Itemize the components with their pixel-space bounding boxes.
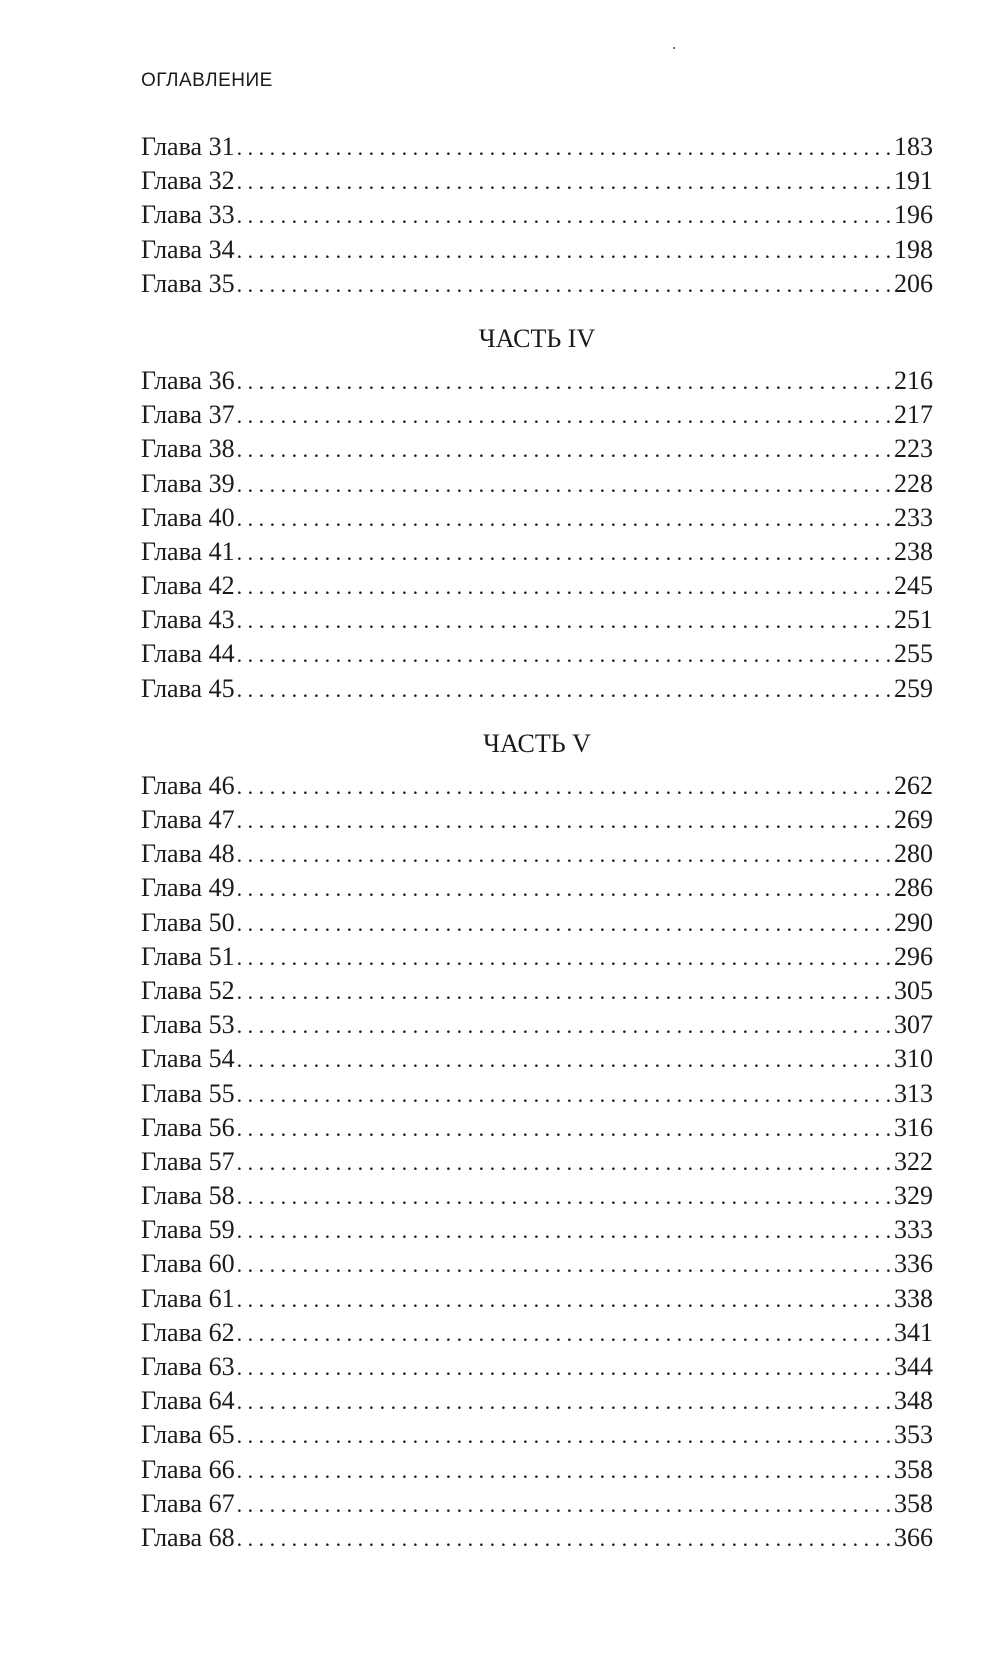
dot-leader: [237, 1385, 890, 1419]
chapter-title: Глава 53: [141, 1010, 235, 1040]
page-number: 316: [894, 1112, 933, 1142]
page-number: 245: [894, 571, 933, 601]
toc-entry: [141, 1418, 933, 1452]
chapter-title: Глава 51: [141, 941, 235, 971]
dot-leader: [237, 1112, 890, 1146]
running-head: ОГЛАВЛЕНИЕ: [141, 70, 273, 91]
chapter-title: Глава 38: [141, 434, 235, 464]
page-number: 366: [894, 1522, 933, 1552]
dot-leader: [237, 199, 890, 233]
chapter-title: Глава 68: [141, 1522, 235, 1552]
chapter-title: Глава 58: [141, 1181, 235, 1211]
page-number: 322: [894, 1146, 933, 1176]
page-number: 183: [894, 132, 933, 161]
toc-entry: [141, 974, 933, 1008]
chapter-title: Глава 63: [141, 1352, 235, 1381]
page-number: 251: [894, 605, 933, 635]
page-number: 329: [894, 1181, 933, 1211]
chapter-title: Глава 45: [141, 673, 235, 703]
page-number: 280: [894, 839, 933, 869]
toc-entry: [141, 267, 933, 301]
dot-leader: [237, 165, 890, 199]
toc-entry: [141, 535, 933, 569]
toc-entry: [141, 940, 933, 974]
page-number: 216: [894, 365, 933, 395]
chapter-title: Глава 67: [141, 1488, 235, 1518]
dot-leader: [237, 838, 890, 872]
page-number: 206: [894, 268, 933, 298]
page-number: 310: [894, 1044, 933, 1074]
dot-leader: [237, 234, 890, 268]
toc-entry: [141, 233, 933, 267]
chapter-title: Глава 49: [141, 873, 235, 903]
chapter-title: Глава 39: [141, 468, 235, 498]
dot-leader: [237, 770, 890, 804]
dot-leader: [237, 1488, 890, 1522]
chapter-title: Глава 44: [141, 639, 235, 669]
page-number: 307: [894, 1010, 933, 1040]
dot-leader: [237, 399, 890, 433]
page-number: 305: [894, 975, 933, 1005]
toc-entry: [141, 1111, 933, 1145]
dot-leader: [237, 468, 890, 502]
chapter-title: Глава 32: [141, 166, 235, 196]
toc-entry: [141, 672, 933, 706]
chapter-title: Глава 46: [141, 770, 235, 800]
toc-entry: [141, 1008, 933, 1042]
page-number: 269: [894, 805, 933, 834]
page-number: 348: [894, 1386, 933, 1416]
page-number: 198: [894, 234, 933, 264]
page-number: 259: [894, 673, 933, 703]
toc-entry: [141, 1316, 933, 1350]
chapter-title: Глава 50: [141, 907, 235, 937]
toc-entry: [141, 1247, 933, 1281]
toc-entry: [141, 164, 933, 198]
toc-entry: [141, 467, 933, 501]
chapter-title: Глава 31: [141, 132, 235, 161]
part-heading: ЧАСТЬ IV: [478, 323, 596, 353]
chapter-title: Глава 41: [141, 536, 235, 566]
page-number: 233: [894, 502, 933, 532]
page-number: 336: [894, 1249, 933, 1279]
toc-entry: [141, 569, 933, 603]
dot-leader: [237, 1043, 890, 1077]
toc-entry: [141, 198, 933, 232]
dot-leader: [237, 1454, 890, 1488]
chapter-title: Глава 57: [141, 1146, 235, 1176]
toc-entry: [141, 1179, 933, 1213]
toc-entry: [141, 398, 933, 432]
dot-leader: [237, 1522, 890, 1556]
dot-leader: [237, 975, 890, 1009]
toc-entry: [141, 1282, 933, 1316]
toc-entry: [141, 1384, 933, 1418]
toc-entry: [141, 803, 933, 837]
chapter-title: Глава 66: [141, 1454, 235, 1484]
dot-leader: [237, 433, 890, 467]
chapter-title: Глава 55: [141, 1078, 235, 1108]
toc-entry: [141, 364, 933, 398]
chapter-title: Глава 36: [141, 365, 235, 395]
dot-leader: [237, 673, 890, 707]
dot-leader: [237, 638, 890, 672]
chapter-title: Глава 54: [141, 1044, 235, 1074]
toc-entry: [141, 1487, 933, 1521]
dot-leader: [237, 536, 890, 570]
toc-entry: [141, 871, 933, 905]
dot-leader: [237, 570, 890, 604]
chapter-title: Глава 56: [141, 1112, 235, 1142]
dot-leader: [237, 365, 890, 399]
page-number: 296: [894, 941, 933, 971]
chapter-title: Глава 42: [141, 571, 235, 601]
chapter-title: Глава 48: [141, 839, 235, 869]
toc-entry: [141, 1042, 933, 1076]
dot-leader: [237, 1283, 890, 1317]
toc-entry: [141, 603, 933, 637]
page-number: 228: [894, 468, 933, 498]
toc-entry: [141, 769, 933, 803]
page-number: 217: [894, 400, 933, 430]
toc-entry: [141, 501, 933, 535]
dot-leader: [237, 502, 890, 536]
toc-entry: [141, 1077, 933, 1111]
page-number: 344: [894, 1352, 933, 1381]
page-number: 238: [894, 536, 933, 566]
dot-leader: [237, 131, 890, 165]
page-number: 358: [894, 1454, 933, 1484]
chapter-title: Глава 65: [141, 1420, 235, 1450]
toc-entry: [141, 1145, 933, 1179]
page-number: 341: [894, 1317, 933, 1347]
toc-entry: [141, 130, 933, 164]
dot-leader: [237, 1146, 890, 1180]
dot-leader: [237, 1214, 890, 1248]
chapter-title: Глава 52: [141, 975, 235, 1005]
dot-leader: [237, 1317, 890, 1351]
chapter-title: Глава 61: [141, 1283, 235, 1313]
dot-leader: [237, 1180, 890, 1214]
chapter-title: Глава 35: [141, 268, 235, 298]
dot-leader: [237, 268, 890, 302]
page-number: 338: [894, 1283, 933, 1313]
dot-leader: [237, 941, 890, 975]
page-number: 255: [894, 639, 933, 669]
chapter-title: Глава 60: [141, 1249, 235, 1279]
dot-leader: [237, 907, 890, 941]
chapter-title: Глава 64: [141, 1386, 235, 1416]
toc-entry: [141, 1350, 933, 1384]
toc-entry: [141, 1521, 933, 1555]
part-heading: ЧАСТЬ V: [483, 728, 591, 758]
chapter-title: Глава 33: [141, 200, 235, 230]
toc-entry: [141, 1453, 933, 1487]
table-of-contents: [141, 130, 933, 1555]
chapter-title: Глава 40: [141, 502, 235, 532]
toc-entry: [141, 432, 933, 466]
page-number: 262: [894, 770, 933, 800]
dot-leader: [237, 804, 890, 838]
page-number: 358: [894, 1488, 933, 1518]
dot-leader: [237, 1351, 890, 1385]
dot-leader: [237, 1009, 890, 1043]
chapter-title: Глава 59: [141, 1215, 235, 1245]
page-number: 333: [894, 1215, 933, 1245]
dot-leader: [237, 604, 890, 638]
chapter-title: Глава 37: [141, 400, 235, 430]
dot-leader: [237, 1419, 890, 1453]
chapter-title: Глава 47: [141, 805, 235, 834]
toc-entry: [141, 1213, 933, 1247]
chapter-title: Глава 34: [141, 234, 235, 264]
page-number: 353: [894, 1420, 933, 1450]
page-number: 286: [894, 873, 933, 903]
page-number: 290: [894, 907, 933, 937]
page-number: 196: [894, 200, 933, 230]
page-number: 223: [894, 434, 933, 464]
toc-entry: [141, 837, 933, 871]
dot-leader: [237, 1248, 890, 1282]
toc-entry: [141, 637, 933, 671]
chapter-title: Глава 43: [141, 605, 235, 635]
dot-leader: [237, 872, 890, 906]
chapter-title: Глава 62: [141, 1317, 235, 1347]
dot-leader: [237, 1078, 890, 1112]
page-number: 313: [894, 1078, 933, 1108]
page-number: 191: [894, 166, 933, 196]
ink-speck: [673, 47, 675, 49]
toc-entry: [141, 906, 933, 940]
